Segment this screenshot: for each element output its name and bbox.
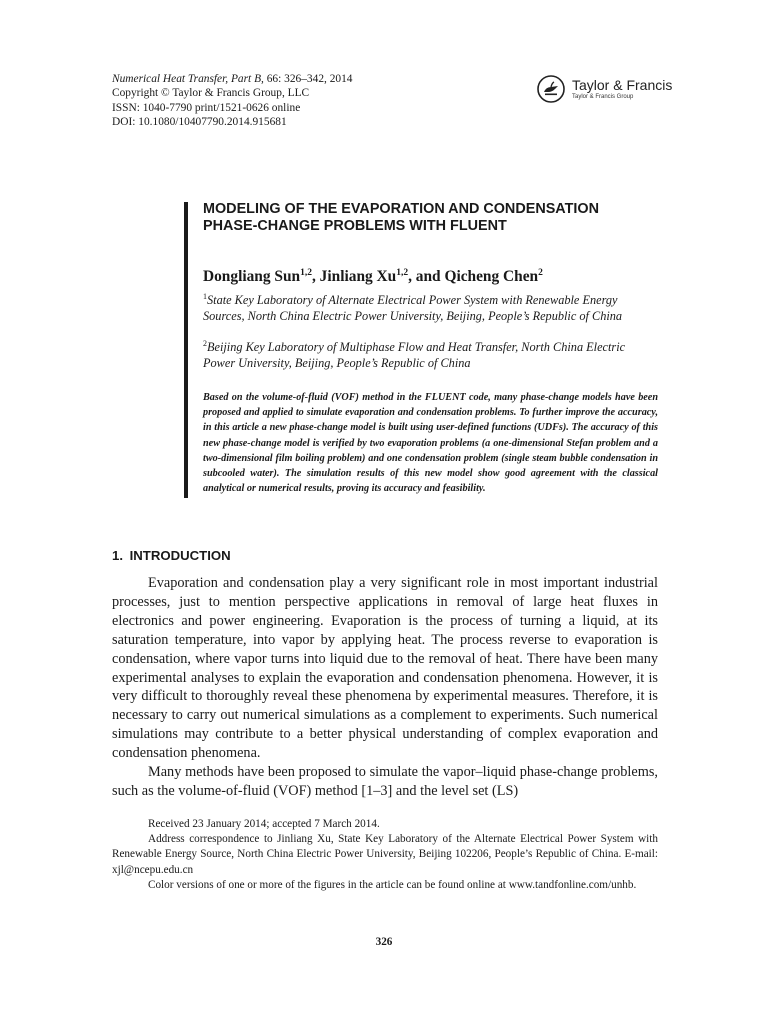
title-side-rule	[184, 202, 188, 498]
author-affiliation-mark: 1,2	[396, 268, 409, 278]
publisher-subname: Taylor & Francis Group	[572, 94, 634, 100]
author-name: , Jinliang Xu	[311, 268, 397, 286]
issn-line: ISSN: 1040-7790 print/1521-0626 online	[112, 101, 301, 114]
affiliation-number: 2	[203, 339, 207, 348]
publisher-lamp-icon	[536, 74, 566, 104]
author-affiliation-mark: 1,2	[300, 268, 312, 278]
affiliation	[203, 289, 653, 324]
journal-name: Numerical Heat Transfer, Part B,	[112, 73, 264, 85]
journal-info	[112, 72, 353, 130]
abstract: Based on the volume-of-fluid (VOF) method in the FLUENT code, many phase-change models have been proposed and applied to simulate evaporation and condensation problems. To further improve the accuracy, in this article a new phase-change model is built using user-defined functions (UDFs). The accuracy of this new phase-change model is verified by two evaporation problems (a one-dimensional Stefan problem and a two-dimensional film boiling problem) and one condensation problem (single steam bubble condensation in subcooled water). The simulation results of this new model show good agreement with the classical analytical or numerical results, proving its accuracy and feasibility.	[203, 392, 658, 495]
author-name: , and Qicheng Chen	[408, 268, 539, 286]
affiliation-text: State Key Laboratory of Alternate Electrical Power System with Renewable Energy Sources, North China Electric Power University, Beijing, People’s Republic of China	[203, 293, 623, 323]
footnotes	[112, 817, 658, 893]
publisher-text	[572, 78, 672, 100]
paper-title: MODELING OF THE EVAPORATION AND CONDENSATION PHASE-CHANGE PROBLEMS WITH FLUENT	[203, 201, 600, 234]
author-name: Dongliang Sun	[203, 268, 301, 286]
paragraph: Evaporation and condensation play a very significant role in most important industrial processes, just to mention perspective applications in removal of large heat fluxes in electronics and power engineering. Evaporation is the process of turning a liquid, at its saturation temperature, into vapor by applying heat. The process reverse to evaporation is condensation, where vapor turns into liquid due to the removal of heat. There have been many experimental analyses to explain the evaporation and condensation phenomena. However, it is very difficult to thoroughly reveal these phenomena by experimental measures. Therefore, it is necessary to carry out numerical simulations as a complement to experiments. Such numerical simulations may contribute to a better physical understanding of complex evaporation and condensation phenomena.	[112, 575, 658, 762]
journal-citation: 66: 326–342, 2014	[263, 73, 353, 85]
doi-line: DOI: 10.1080/10407790.2014.915681	[112, 116, 287, 129]
affiliation-text: Beijing Key Laboratory of Multiphase Flow and Heat Transfer, North China Electric Power University, Beijing, People’s Republic of China	[203, 340, 626, 370]
publisher-logo	[536, 74, 672, 104]
body-text	[112, 574, 658, 801]
section-heading: 1. INTRODUCTION	[112, 548, 231, 563]
affiliation-number: 1	[203, 292, 207, 301]
affiliation	[203, 336, 653, 371]
publisher-name: Taylor & Francis	[572, 77, 673, 93]
paragraph: Many methods have been proposed to simulate the vapor–liquid phase-change problems, such as the volume-of-fluid (VOF) method [1–3] and the level set (LS)	[112, 764, 658, 799]
author-list	[203, 268, 543, 286]
author-affiliation-mark: 2	[538, 268, 543, 278]
footnote: Color versions of one or more of the figures in the article can be found online at www.tandfonline.com/unhb.	[148, 878, 637, 891]
footnote: Address correspondence to Jinliang Xu, State Key Laboratory of the Alternate Electrical Power System with Renewable Energy Source, North China Electric Power University, Beijing 102206, People’s Republic of China. E-mail: xjl@ncepu.edu.cn	[112, 833, 658, 876]
page-number: 326	[375, 936, 393, 948]
copyright-line: Copyright © Taylor & Francis Group, LLC	[112, 87, 310, 100]
footnote: Received 23 January 2014; accepted 7 March 2014.	[148, 818, 380, 830]
journal-citation-line	[112, 72, 353, 86]
